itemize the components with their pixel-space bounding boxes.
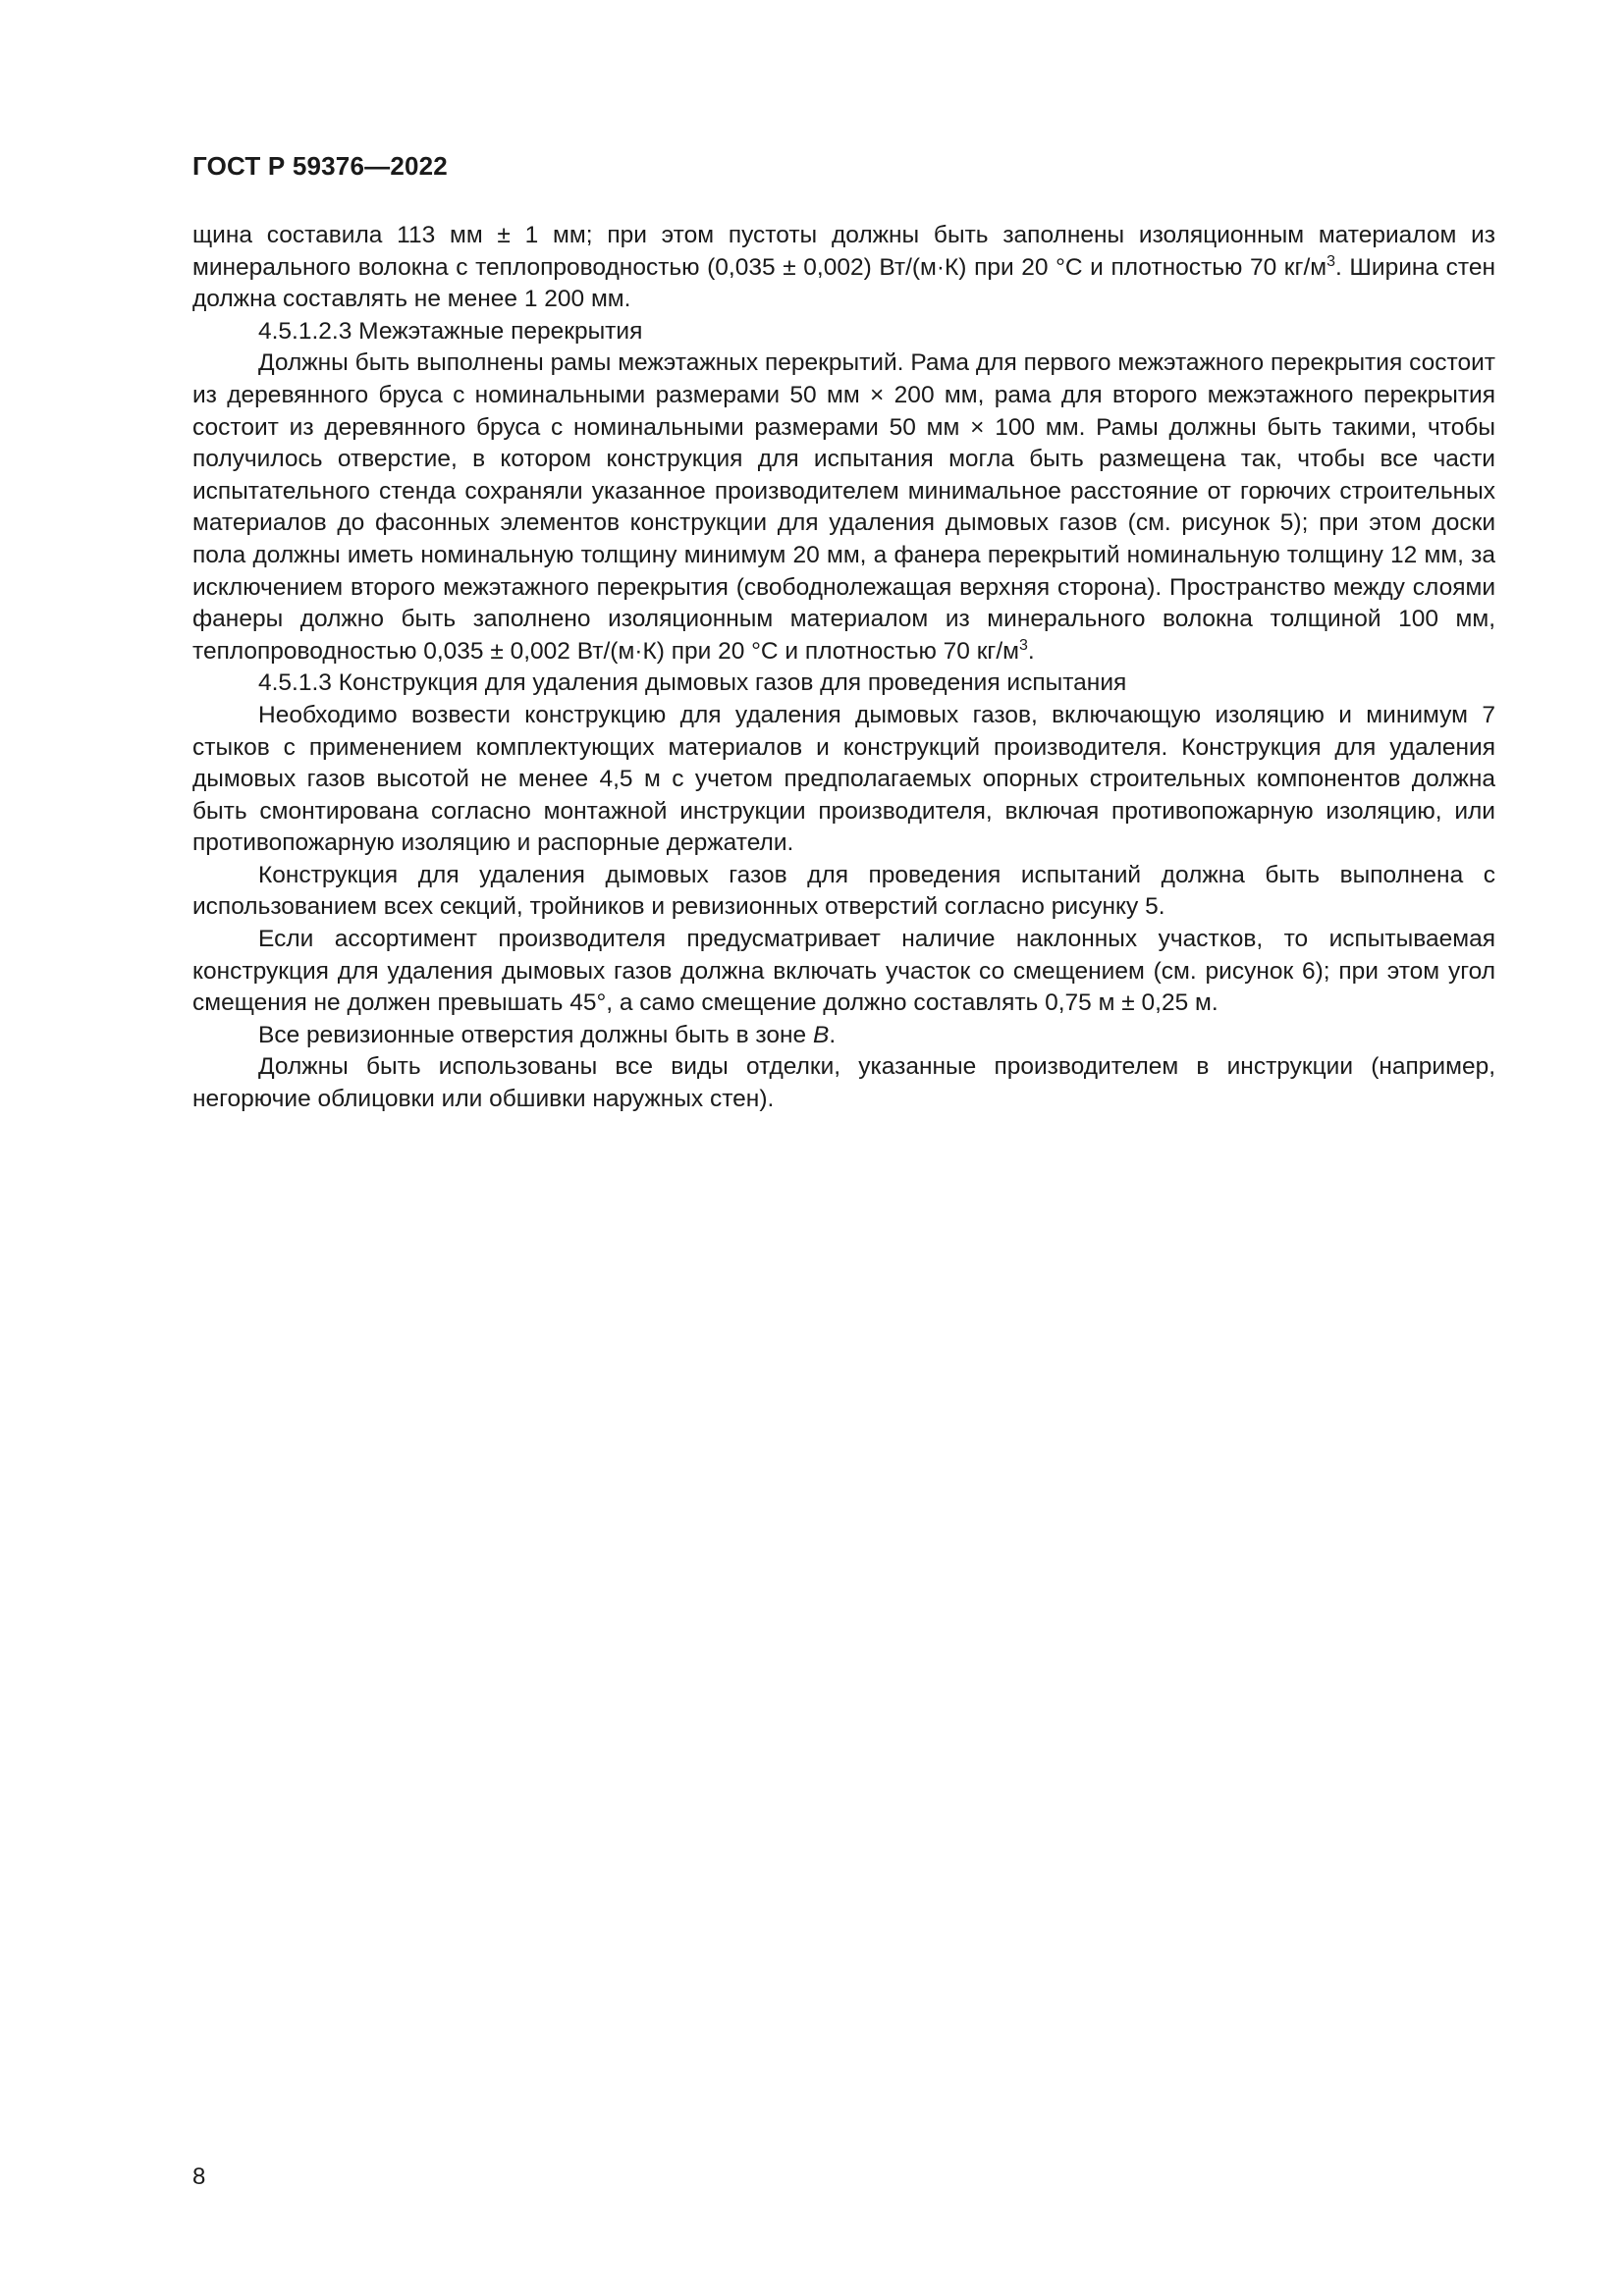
paragraph-text: Должны быть выполнены рамы межэтажных перекрытий. Рама для первого межэтажного перекрытия состоит из деревянного бруса с номинальными размерами 50 мм × 200 мм, рама для второго межэтажного перекрытия состоит из деревянного бруса с номинальными размерами 50 мм × 100 мм. Рамы должны быть такими, чтобы получилось отверстие, в котором конструкция для испытания могла быть размещена так, чтобы все части испытательного стенда сохраняли указанное производителем минимальное расстояние от горючих строительных материалов до фасонных элементов конструкции для удаления дымовых газов (см. рисунок 5); при этом доски пола должны иметь номинальную толщину минимум 20 мм, а фанера перекрытий номинальную толщину 12 мм, за исключением второго межэтажного перекрытия (свободнолежащая верхняя сторона). Пространство между слоями фанеры должно быть заполнено изоляционным материалом из минерального волокна толщиной 100 мм, теплопроводностью 0,035 ± 0,002 Вт/(м·К) при 20 °С и плотностью 70 кг/м: [192, 349, 1495, 665]
paragraph-flue-sections: Конструкция для удаления дымовых газов для проведения испытаний должна быть выполнена с использованием всех секций, тройников и ревизионных отверстий согласно рисунку 5.: [192, 861, 1495, 921]
section-heading-flue-construction: 4.5.1.3 Конструкция для удаления дымовых газов для проведения испытания: [258, 669, 1127, 697]
page-number: 8: [192, 2163, 206, 2190]
paragraph-floor-frames: [192, 347, 1495, 667]
zone-label: В: [812, 1021, 830, 1048]
superscript: 3: [1326, 252, 1336, 270]
paragraph-inspection-openings: [192, 1020, 1495, 1052]
paragraph-wall-insulation: [192, 220, 1495, 316]
superscript: 3: [1019, 636, 1028, 654]
paragraph-text: . Ширина стен должна составлять не менее 1 200 мм.: [192, 253, 1495, 313]
paragraph-text: Все ревизионные отверстия должны быть в зоне: [258, 1021, 813, 1048]
paragraph-text: щина составила 113 мм ± 1 мм; при этом пустоты должны быть заполнены изоляционным материалом из минерального волокна с теплопроводностью (0,035 ± 0,002) Вт/(м·К) при 20 °С и плотностью 70 кг/м: [192, 222, 1495, 281]
paragraph-finishes: Должны быть использованы все виды отделки, указанные производителем в инструкции (например, негорючие облицовки или обшивки наружных стен).: [192, 1053, 1495, 1113]
document-body: [192, 220, 1495, 1116]
document-code-header: ГОСТ Р 59376—2022: [192, 151, 448, 181]
section-heading-interfloor: 4.5.1.2.3 Межэтажные перекрытия: [258, 317, 643, 345]
paragraph-flue-assembly: Необходимо возвести конструкцию для удаления дымовых газов, включающую изоляцию и минимум 7 стыков с применением комплектующих материалов и конструкций производителя. Конструкция для удаления дымовых газов высотой не менее 4,5 м с учетом предполагаемых опорных строительных компонентов должна быть смонтирована согласно монтажной инструкции производителя, включая противопожарную изоляцию, или противопожарную изоляцию и распорные держатели.: [192, 701, 1495, 857]
paragraph-offset-section: Если ассортимент производителя предусматривает наличие наклонных участков, то испытываемая конструкция для удаления дымовых газов должна включать участок со смещением (см. рисунок 6); при этом угол смещения не должен превышать 45°, а само смещение должно составлять 0,75 м ± 0,25 м.: [192, 926, 1495, 1017]
paragraph-text: .: [1027, 637, 1035, 665]
paragraph-text: .: [829, 1021, 837, 1048]
